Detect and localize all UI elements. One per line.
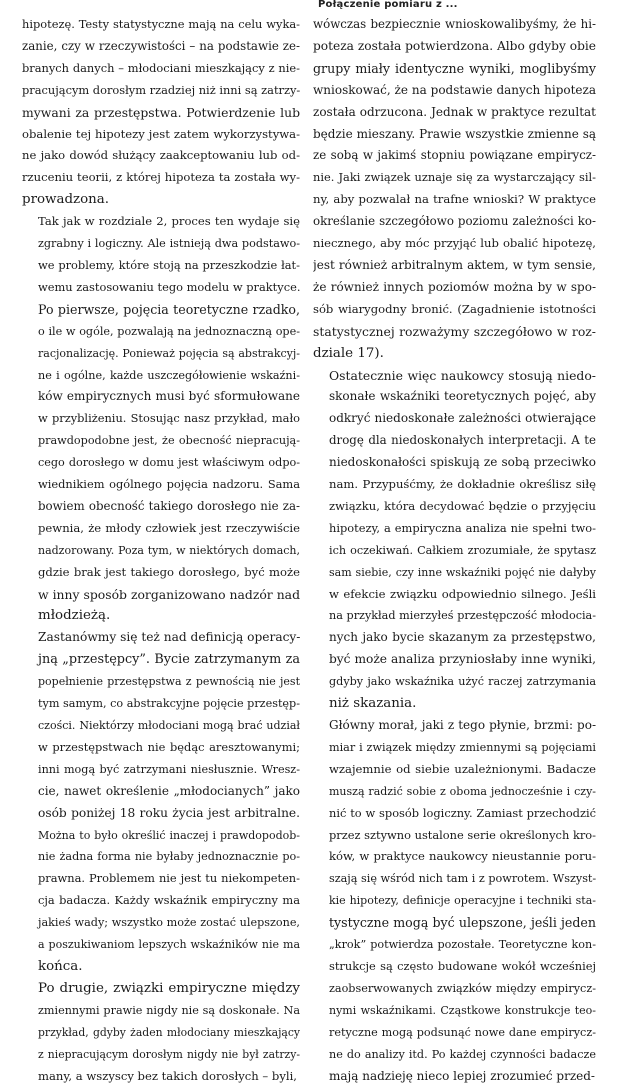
text-line: Główny morał, jaki z tego płynie, brzmi: po-: [313, 715, 596, 737]
paragraph: [313, 365, 596, 716]
text-line: pracującym dorosłym rzadziej niż inni są zatrzy-: [22, 80, 300, 102]
text-line: w przybliżeniu. Stosując nasz przykład, mało: [22, 408, 300, 430]
text-line: Tak jak w rozdziale 2, proces ten wydaje się: [22, 211, 300, 233]
text-line: wnioskować, że na podstawie danych hipoteza: [313, 80, 596, 102]
text-line: będzie mieszany. Prawie wszystkie zmienne są: [313, 124, 596, 146]
text-line: „krok” potwierdza pozostałe. Teoretyczne kon-: [313, 934, 596, 956]
text-line: zaobserwowanych związków między empirycz-: [313, 978, 596, 1000]
text-line: nam. Przypuśćmy, że dokładnie określisz siłę: [313, 474, 596, 496]
text-line: wzajemnie od siebie uzależnionymi. Badacze: [313, 759, 596, 781]
text-line: czości. Niektórzy młodociani mogą brać udział: [22, 715, 300, 737]
text-line: Można to było określić inaczej i prawdopodob-: [22, 825, 300, 847]
text-line: osób poniżej 18 roku życia jest arbitralne.: [22, 803, 300, 825]
text-line: tym samym, co abstrakcyjne pojęcie przestęp-: [22, 693, 300, 715]
text-line: branych danych – młodociani mieszkający z nie-: [22, 58, 300, 80]
text-line: ny, aby pozwalał na trafne wnioski? W praktyce: [313, 189, 596, 211]
text-line: Po drugie, związki empiryczne między: [22, 978, 300, 1000]
text-line: zgrabny i logiczny. Ale istnieją dwa podstawo-: [22, 233, 300, 255]
text-line: ków empirycznych musi być sformułowane: [22, 386, 300, 408]
text-line: ne jako dowód służący zaakceptowaniu lub od-: [22, 145, 300, 167]
text-line: muszą radzić sobie z oboma jednocześnie i czy-: [313, 781, 596, 803]
text-line: zmiennymi prawie nigdy nie są doskonałe. Na: [22, 1000, 300, 1022]
text-line: ków, w praktyce naukowcy nieustannie poru-: [313, 846, 596, 868]
text-line: cego dorosłego w domu jest właściwym odpo-: [22, 452, 300, 474]
text-line: pewnia, że młody człowiek jest rzeczywiście: [22, 518, 300, 540]
text-line: hipotezę. Testy statystyczne mają na celu wyka-: [22, 14, 300, 36]
text-line: mają nadzieję nieco lepiej zrozumieć przed-: [313, 1066, 596, 1087]
text-line: strukcje są często budowane wokół wcześniej: [313, 956, 596, 978]
text-line: prowadzona.: [22, 189, 300, 211]
text-line: popełnienie przestępstwa z pewnością nie jest: [22, 671, 300, 693]
text-line: końca.: [22, 956, 300, 978]
text-line: poteza została potwierdzona. Albo gdyby obie: [313, 36, 596, 58]
text-line: tystyczne mogą być ulepszone, jeśli jeden: [313, 912, 596, 934]
text-line: rzuceniu teorii, z której hipoteza ta została wy-: [22, 167, 300, 189]
text-line: Ostatecznie więc naukowcy stosują niedo-: [313, 365, 596, 387]
text-line: została odrzucona. Jednak w praktyce rezultat: [313, 102, 596, 124]
text-line: a poszukiwaniom lepszych wskaźników nie ma: [22, 934, 300, 956]
text-line: drogę dla niedoskonałych interpretacji. A te: [313, 430, 596, 452]
text-line: cja badacza. Każdy wskaźnik empiryczny ma: [22, 890, 300, 912]
text-line: niecznego, aby móc przyjąć lub obalić hipotezę,: [313, 233, 596, 255]
text-line: szają się wśród nich tam i z powrotem. Wszyst-: [313, 868, 596, 890]
text-line: gdzie brak jest takiego dorosłego, być może: [22, 562, 300, 584]
text-line: ne i ogólne, każde uszczegółowienie wskaźni-: [22, 365, 300, 387]
text-line: statystycznej rozważymy szczegółowo w roz-: [313, 321, 596, 343]
text-line: wiednikiem ogólnego pojęcia nadzoru. Sama: [22, 474, 300, 496]
text-line: ich oczekiwań. Całkiem zrozumiałe, że spytasz: [313, 540, 596, 562]
text-line: przykład, gdyby żaden młodociany mieszkający: [22, 1022, 300, 1044]
text-line: cie, nawet określenie „młodocianych” jako: [22, 781, 300, 803]
text-line: ne do analizy itd. Po każdej czynności badacze: [313, 1044, 596, 1066]
text-line: że również innych poziomów można by w spo-: [313, 277, 596, 299]
text-line: jakieś wady; wszystko może zostać ulepszone,: [22, 912, 300, 934]
paragraph: [313, 14, 596, 365]
text-line: inni mogą być zatrzymani niesłusznie. Wresz-: [22, 759, 300, 781]
paragraph: [313, 715, 596, 1087]
paragraph: [22, 299, 300, 628]
left-column: [22, 14, 300, 1087]
text-line: na przykład mierzyłeś przestępczość młodocia-: [313, 605, 596, 627]
text-line: Po pierwsze, pojęcia teoretyczne rzadko,: [22, 299, 300, 321]
text-line: przez sztywno ustalone serie określonych kro-: [313, 825, 596, 847]
text-line: racjonalizację. Ponieważ pojęcia są abstrakcyj-: [22, 343, 300, 365]
paragraph: [22, 978, 300, 1087]
text-line: kie hipotezy, definicje operacyjne i techniki sta-: [313, 890, 596, 912]
text-line: o ile w ogóle, pozwalają na jednoznaczną ope-: [22, 321, 300, 343]
text-line: nadzorowany. Poza tym, w niektórych domach,: [22, 540, 300, 562]
paragraph: [22, 211, 300, 299]
text-line: z niepracującym dorosłym nigdy nie był zatrzy-: [22, 1044, 300, 1066]
text-line: wówczas bezpiecznie wnioskowalibyśmy, że hi-: [313, 14, 596, 36]
text-line: niż skazania.: [313, 693, 596, 715]
text-line: dziale 17).: [313, 343, 596, 365]
paragraph: [22, 627, 300, 978]
text-line: grupy miały identyczne wyniki, moglibyśmy: [313, 58, 596, 80]
text-line: miar i związek między zmiennymi są pojęciami: [313, 737, 596, 759]
text-line: nie żadna forma nie byłaby jednoznacznie po-: [22, 846, 300, 868]
text-line: być może analiza przyniosłaby inne wyniki,: [313, 649, 596, 671]
text-line: we problemy, które stoją na przeszkodzie łat-: [22, 255, 300, 277]
text-line: jest również arbitralnym aktem, w tym sensie,: [313, 255, 596, 277]
text-line: nić to w sposób logiczny. Zamiast przechodzić: [313, 803, 596, 825]
text-line: związku, która decydować będzie o przyjęciu: [313, 496, 596, 518]
text-line: bowiem obecność takiego dorosłego nie za-: [22, 496, 300, 518]
text-line: w przestępstwach nie będąc aresztowanymi;: [22, 737, 300, 759]
text-line: prawdopodobne jest, że obecność niepracują-: [22, 430, 300, 452]
running-head: Połączenie pomiaru z ...: [318, 0, 618, 9]
text-line: wemu zastosowaniu tego modelu w praktyce.: [22, 277, 300, 299]
text-line: hipotezy, a empiryczna analiza nie spełni two-: [313, 518, 596, 540]
text-line: many, a wszyscy bez takich dorosłych – byli,: [22, 1066, 300, 1087]
text-line: nie. Jaki związek uznaje się za wystarczający sil-: [313, 167, 596, 189]
text-line: w inny sposób zorganizowano nadzór nad: [22, 584, 300, 606]
text-line: zanie, czy w rzeczywistości – na podstawie ze-: [22, 36, 300, 58]
text-line: obalenie tej hipotezy jest zatem wykorzystywa-: [22, 124, 300, 146]
text-line: prawna. Problemem nie jest tu niekompeten-: [22, 868, 300, 890]
text-line: nych jako bycie skazanym za przestępstwo,: [313, 627, 596, 649]
text-line: sam siebie, czy inne wskaźniki pojęć nie dałyby: [313, 562, 596, 584]
text-line: niedoskonałości spiskują ze sobą przeciwko: [313, 452, 596, 474]
text-line: skonałe wskaźniki teoretycznych pojęć, aby: [313, 386, 596, 408]
text-line: nymi wskaźnikami. Cząstkowe konstrukcje teo-: [313, 1000, 596, 1022]
text-line: sób wiarygodny bronić. (Zagadnienie istotności: [313, 299, 596, 321]
text-line: Zastanówmy się też nad definicją operacy-: [22, 627, 300, 649]
text-line: odkryć niedoskonałe zależności otwierające: [313, 408, 596, 430]
text-line: mywani za przestępstwa. Potwierdzenie lub: [22, 102, 300, 124]
text-line: młodzieżą.: [22, 605, 300, 627]
text-line: gdyby jako wskaźnika użyć raczej zatrzymania: [313, 671, 596, 693]
text-line: retyczne mogą podsunąć nowe dane empirycz-: [313, 1022, 596, 1044]
paragraph: [22, 14, 300, 211]
text-line: ze sobą w jakimś stopniu powiązane empirycz-: [313, 145, 596, 167]
text-line: określanie szczegółowo poziomu zależności ko-: [313, 211, 596, 233]
text-line: jną „przestępcy”. Bycie zatrzymanym za: [22, 649, 300, 671]
text-line: w efekcie związku odpowiednio silnego. Jeśli: [313, 584, 596, 606]
right-column: [313, 14, 596, 1087]
